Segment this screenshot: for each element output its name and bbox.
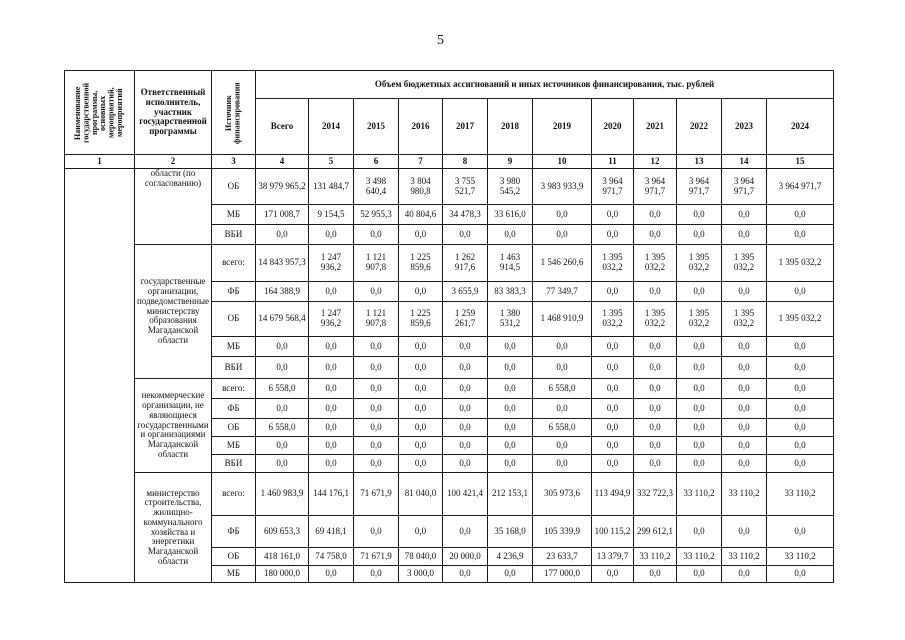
amount-cell: 0,0 — [634, 379, 677, 399]
amount-cell: 33 110,2 — [634, 548, 677, 566]
amount-cell: 0,0 — [443, 419, 488, 437]
amount-cell: 0,0 — [634, 437, 677, 455]
amount-cell: 1 463 914,5 — [488, 245, 533, 282]
budget-table — [64, 70, 834, 583]
amount-cell: 0,0 — [722, 399, 767, 419]
amount-cell: 40 804,6 — [399, 205, 443, 225]
header-year: 2019 — [533, 99, 592, 155]
header-year: 2015 — [354, 99, 399, 155]
amount-cell: 212 153,1 — [488, 473, 533, 516]
amount-cell: 0,0 — [767, 379, 834, 399]
amount-cell: 0,0 — [533, 357, 592, 379]
amount-cell: 0,0 — [634, 419, 677, 437]
header-year: 2024 — [767, 99, 834, 155]
amount-cell: 0,0 — [767, 337, 834, 357]
funding-source-cell: ВБИ — [212, 225, 256, 245]
funding-source-cell: МБ — [212, 437, 256, 455]
amount-cell: 0,0 — [634, 566, 677, 583]
amount-cell: 0,0 — [309, 419, 354, 437]
amount-cell: 0,0 — [722, 455, 767, 473]
amount-cell: 14 843 957,3 — [256, 245, 309, 282]
amount-cell: 0,0 — [767, 455, 834, 473]
funding-source-cell: ОБ — [212, 548, 256, 566]
column-number: 4 — [256, 155, 309, 169]
amount-cell: 6 558,0 — [256, 379, 309, 399]
amount-cell: 1 121 907,8 — [354, 302, 399, 337]
amount-cell: 0,0 — [722, 566, 767, 583]
amount-cell: 0,0 — [722, 282, 767, 302]
amount-cell: 3 964 971,7 — [722, 169, 767, 205]
table-row — [65, 169, 834, 205]
executor-cell: министерство строительства, жилищно-коммунального хозяйства и энергетики Магаданской области — [135, 473, 212, 583]
amount-cell: 0,0 — [443, 516, 488, 548]
amount-cell: 0,0 — [399, 357, 443, 379]
header-year: 2022 — [677, 99, 722, 155]
column-number: 9 — [488, 155, 533, 169]
amount-cell: 1 546 260,6 — [533, 245, 592, 282]
amount-cell: 0,0 — [767, 357, 834, 379]
header-executor: Ответственный исполнитель, участник государственной программы — [135, 71, 212, 155]
header-year: Всего — [256, 99, 309, 155]
funding-source-cell: всего: — [212, 473, 256, 516]
amount-cell: 0,0 — [722, 357, 767, 379]
amount-cell: 0,0 — [767, 282, 834, 302]
amount-cell: 0,0 — [399, 516, 443, 548]
amount-cell: 0,0 — [722, 205, 767, 225]
amount-cell: 0,0 — [309, 337, 354, 357]
amount-cell: 0,0 — [488, 566, 533, 583]
amount-cell: 0,0 — [592, 282, 634, 302]
amount-cell: 0,0 — [354, 379, 399, 399]
funding-source-cell: ОБ — [212, 302, 256, 337]
amount-cell: 1 121 907,8 — [354, 245, 399, 282]
column-number: 15 — [767, 155, 834, 169]
amount-cell: 0,0 — [443, 455, 488, 473]
column-number: 12 — [634, 155, 677, 169]
amount-cell: 23 633,7 — [533, 548, 592, 566]
amount-cell: 33 110,2 — [767, 473, 834, 516]
amount-cell: 100 421,4 — [443, 473, 488, 516]
amount-cell: 0,0 — [677, 357, 722, 379]
amount-cell: 0,0 — [722, 379, 767, 399]
amount-cell: 0,0 — [309, 455, 354, 473]
amount-cell: 13 379,7 — [592, 548, 634, 566]
amount-cell: 0,0 — [677, 566, 722, 583]
amount-cell: 0,0 — [399, 379, 443, 399]
amount-cell: 20 000,0 — [443, 548, 488, 566]
amount-cell: 3 804 980,8 — [399, 169, 443, 205]
amount-cell: 177 000,0 — [533, 566, 592, 583]
funding-source-cell: ВБИ — [212, 357, 256, 379]
header-year: 2014 — [309, 99, 354, 155]
amount-cell: 0,0 — [677, 516, 722, 548]
funding-source-cell: МБ — [212, 566, 256, 583]
amount-cell: 0,0 — [634, 337, 677, 357]
amount-cell: 0,0 — [443, 225, 488, 245]
amount-cell: 0,0 — [767, 437, 834, 455]
amount-cell: 1 395 032,2 — [767, 245, 834, 282]
page-number: 5 — [437, 33, 444, 48]
header-source-cell — [212, 71, 256, 155]
amount-cell: 38 979 965,2 — [256, 169, 309, 205]
amount-cell: 3 964 971,7 — [634, 169, 677, 205]
amount-cell: 0,0 — [354, 516, 399, 548]
amount-cell: 0,0 — [309, 437, 354, 455]
amount-cell: 0,0 — [399, 455, 443, 473]
amount-cell: 100 115,2 — [592, 516, 634, 548]
funding-source-cell: ФБ — [212, 399, 256, 419]
amount-cell: 33 110,2 — [767, 548, 834, 566]
amount-cell: 3 964 971,7 — [592, 169, 634, 205]
header-name: Наименование государственной программы, основных мероприятий, мероприятий — [73, 82, 125, 143]
amount-cell: 9 154,5 — [309, 205, 354, 225]
amount-cell: 33 110,2 — [722, 548, 767, 566]
table-row — [65, 379, 834, 399]
funding-source-cell: ОБ — [212, 169, 256, 205]
amount-cell: 0,0 — [309, 379, 354, 399]
funding-source-cell: ФБ — [212, 516, 256, 548]
amount-cell: 0,0 — [256, 399, 309, 419]
amount-cell: 131 484,7 — [309, 169, 354, 205]
amount-cell: 0,0 — [634, 205, 677, 225]
funding-source-cell: всего: — [212, 245, 256, 282]
amount-cell: 0,0 — [399, 419, 443, 437]
amount-cell: 1 395 032,2 — [592, 245, 634, 282]
amount-cell: 0,0 — [677, 399, 722, 419]
amount-cell: 0,0 — [677, 337, 722, 357]
amount-cell: 0,0 — [634, 455, 677, 473]
amount-cell: 0,0 — [767, 566, 834, 583]
amount-cell: 0,0 — [592, 399, 634, 419]
amount-cell: 0,0 — [399, 225, 443, 245]
amount-cell: 0,0 — [488, 399, 533, 419]
amount-cell: 3 000,0 — [399, 566, 443, 583]
amount-cell: 332 722,3 — [634, 473, 677, 516]
amount-cell: 0,0 — [767, 205, 834, 225]
amount-cell: 0,0 — [256, 337, 309, 357]
amount-cell: 0,0 — [443, 379, 488, 399]
amount-cell: 3 755 521,7 — [443, 169, 488, 205]
amount-cell: 0,0 — [443, 357, 488, 379]
amount-cell: 81 040,0 — [399, 473, 443, 516]
header-year: 2017 — [443, 99, 488, 155]
amount-cell: 74 758,0 — [309, 548, 354, 566]
amount-cell: 1 395 032,2 — [767, 302, 834, 337]
amount-cell: 1 225 859,6 — [399, 302, 443, 337]
amount-cell: 1 395 032,2 — [677, 245, 722, 282]
amount-cell: 1 395 032,2 — [677, 302, 722, 337]
amount-cell: 1 225 859,6 — [399, 245, 443, 282]
amount-cell: 0,0 — [399, 437, 443, 455]
amount-cell: 1 395 032,2 — [634, 302, 677, 337]
amount-cell: 1 460 983,9 — [256, 473, 309, 516]
amount-cell: 0,0 — [634, 357, 677, 379]
amount-cell: 305 973,6 — [533, 473, 592, 516]
amount-cell: 35 168,0 — [488, 516, 533, 548]
amount-cell: 1 259 261,7 — [443, 302, 488, 337]
amount-cell: 33 110,2 — [722, 473, 767, 516]
executor-cell: области (по согласованию) — [135, 169, 212, 245]
amount-cell: 0,0 — [354, 437, 399, 455]
amount-cell: 0,0 — [592, 205, 634, 225]
amount-cell: 3 964 971,7 — [677, 169, 722, 205]
amount-cell: 0,0 — [354, 337, 399, 357]
amount-cell: 71 671,9 — [354, 548, 399, 566]
amount-cell: 1 395 032,2 — [722, 245, 767, 282]
amount-cell: 113 494,9 — [592, 473, 634, 516]
column-number: 6 — [354, 155, 399, 169]
amount-cell: 0,0 — [677, 419, 722, 437]
amount-cell: 0,0 — [592, 455, 634, 473]
amount-cell: 0,0 — [488, 455, 533, 473]
amount-cell: 3 964 971,7 — [767, 169, 834, 205]
amount-cell: 0,0 — [488, 379, 533, 399]
amount-cell: 0,0 — [634, 399, 677, 419]
amount-cell: 0,0 — [443, 399, 488, 419]
funding-source-cell: всего: — [212, 379, 256, 399]
amount-cell: 1 395 032,2 — [592, 302, 634, 337]
amount-cell: 1 395 032,2 — [634, 245, 677, 282]
column-number: 13 — [677, 155, 722, 169]
amount-cell: 0,0 — [722, 437, 767, 455]
program-name-cell — [65, 169, 135, 583]
amount-cell: 71 671,9 — [354, 473, 399, 516]
amount-cell: 0,0 — [256, 225, 309, 245]
amount-cell: 0,0 — [256, 437, 309, 455]
executor-cell: государственные организации, подведомственные министерству образования Магаданской области — [135, 245, 212, 379]
amount-cell: 0,0 — [533, 437, 592, 455]
amount-cell: 0,0 — [533, 225, 592, 245]
funding-source-cell: МБ — [212, 337, 256, 357]
amount-cell: 0,0 — [634, 282, 677, 302]
amount-cell: 33 110,2 — [677, 473, 722, 516]
amount-cell: 78 040,0 — [399, 548, 443, 566]
amount-cell: 69 418,1 — [309, 516, 354, 548]
column-number: 11 — [592, 155, 634, 169]
column-number: 8 — [443, 155, 488, 169]
amount-cell: 0,0 — [767, 516, 834, 548]
amount-cell: 0,0 — [592, 437, 634, 455]
amount-cell: 164 388,9 — [256, 282, 309, 302]
amount-cell: 0,0 — [354, 566, 399, 583]
amount-cell: 0,0 — [488, 337, 533, 357]
amount-cell: 0,0 — [256, 455, 309, 473]
table-row — [65, 245, 834, 282]
amount-cell: 0,0 — [767, 225, 834, 245]
header-year: 2018 — [488, 99, 533, 155]
amount-cell: 0,0 — [488, 419, 533, 437]
amount-cell: 1 468 910,9 — [533, 302, 592, 337]
amount-cell: 0,0 — [354, 455, 399, 473]
amount-cell: 1 247 936,2 — [309, 245, 354, 282]
amount-cell: 0,0 — [488, 357, 533, 379]
amount-cell: 418 161,0 — [256, 548, 309, 566]
amount-cell: 0,0 — [722, 516, 767, 548]
amount-cell: 0,0 — [677, 379, 722, 399]
amount-cell: 0,0 — [533, 399, 592, 419]
amount-cell: 0,0 — [767, 399, 834, 419]
header-source: Источник финансирования — [224, 81, 242, 144]
amount-cell: 0,0 — [722, 419, 767, 437]
header-volume-title: Объем бюджетных ассигнований и иных источников финансирования, тыс. рублей — [256, 71, 834, 99]
amount-cell: 180 000,0 — [256, 566, 309, 583]
amount-cell: 0,0 — [354, 225, 399, 245]
header-year: 2023 — [722, 99, 767, 155]
amount-cell: 0,0 — [309, 225, 354, 245]
amount-cell: 1 247 936,2 — [309, 302, 354, 337]
amount-cell: 0,0 — [677, 437, 722, 455]
amount-cell: 0,0 — [354, 357, 399, 379]
amount-cell: 0,0 — [722, 337, 767, 357]
column-number-row — [65, 155, 834, 169]
column-number: 10 — [533, 155, 592, 169]
amount-cell: 1 262 917,6 — [443, 245, 488, 282]
amount-cell: 0,0 — [309, 357, 354, 379]
amount-cell: 6 558,0 — [533, 419, 592, 437]
column-number: 2 — [135, 155, 212, 169]
amount-cell: 0,0 — [592, 419, 634, 437]
amount-cell: 0,0 — [309, 566, 354, 583]
column-number: 7 — [399, 155, 443, 169]
amount-cell: 0,0 — [488, 225, 533, 245]
funding-source-cell: ОБ — [212, 419, 256, 437]
funding-source-cell: МБ — [212, 205, 256, 225]
header-year: 2020 — [592, 99, 634, 155]
amount-cell: 0,0 — [677, 455, 722, 473]
amount-cell: 4 236,9 — [488, 548, 533, 566]
amount-cell: 3 983 933,9 — [533, 169, 592, 205]
amount-cell: 34 478,3 — [443, 205, 488, 225]
amount-cell: 0,0 — [677, 282, 722, 302]
amount-cell: 0,0 — [443, 337, 488, 357]
funding-source-cell: ВБИ — [212, 455, 256, 473]
amount-cell: 0,0 — [533, 205, 592, 225]
amount-cell: 6 558,0 — [533, 379, 592, 399]
amount-cell: 0,0 — [592, 566, 634, 583]
amount-cell: 0,0 — [634, 225, 677, 245]
amount-cell: 0,0 — [677, 225, 722, 245]
header-name-cell — [65, 71, 135, 155]
amount-cell: 52 955,3 — [354, 205, 399, 225]
amount-cell: 0,0 — [767, 419, 834, 437]
amount-cell: 6 558,0 — [256, 419, 309, 437]
column-number: 5 — [309, 155, 354, 169]
amount-cell: 609 653,3 — [256, 516, 309, 548]
amount-cell: 0,0 — [592, 379, 634, 399]
amount-cell: 0,0 — [488, 437, 533, 455]
amount-cell: 0,0 — [256, 357, 309, 379]
amount-cell: 171 008,7 — [256, 205, 309, 225]
amount-cell: 0,0 — [677, 205, 722, 225]
amount-cell: 14 679 568,4 — [256, 302, 309, 337]
amount-cell: 0,0 — [399, 399, 443, 419]
amount-cell: 0,0 — [592, 357, 634, 379]
amount-cell: 1 380 531,2 — [488, 302, 533, 337]
amount-cell: 33 616,0 — [488, 205, 533, 225]
amount-cell: 0,0 — [354, 399, 399, 419]
amount-cell: 3 655,9 — [443, 282, 488, 302]
amount-cell: 3 498 640,4 — [354, 169, 399, 205]
amount-cell: 144 176,1 — [309, 473, 354, 516]
amount-cell: 0,0 — [443, 437, 488, 455]
amount-cell: 0,0 — [399, 337, 443, 357]
column-number: 14 — [722, 155, 767, 169]
amount-cell: 0,0 — [309, 399, 354, 419]
column-number: 3 — [212, 155, 256, 169]
amount-cell: 0,0 — [592, 225, 634, 245]
amount-cell: 0,0 — [354, 282, 399, 302]
column-number: 1 — [65, 155, 135, 169]
amount-cell: 0,0 — [309, 282, 354, 302]
header-year: 2021 — [634, 99, 677, 155]
amount-cell: 105 339,9 — [533, 516, 592, 548]
amount-cell: 0,0 — [533, 337, 592, 357]
amount-cell: 299 612,1 — [634, 516, 677, 548]
amount-cell: 0,0 — [399, 282, 443, 302]
amount-cell: 0,0 — [533, 455, 592, 473]
amount-cell: 0,0 — [354, 419, 399, 437]
amount-cell: 0,0 — [592, 337, 634, 357]
amount-cell: 77 349,7 — [533, 282, 592, 302]
amount-cell: 83 383,3 — [488, 282, 533, 302]
amount-cell: 33 110,2 — [677, 548, 722, 566]
amount-cell: 0,0 — [722, 225, 767, 245]
amount-cell: 3 980 545,2 — [488, 169, 533, 205]
table-body — [65, 169, 834, 583]
amount-cell: 1 395 032,2 — [722, 302, 767, 337]
amount-cell: 0,0 — [443, 566, 488, 583]
funding-source-cell: ФБ — [212, 282, 256, 302]
header-year: 2016 — [399, 99, 443, 155]
executor-cell: некоммерческие организации, не являющиеся государственными и организациями Магаданской области — [135, 379, 212, 473]
table-row — [65, 473, 834, 516]
